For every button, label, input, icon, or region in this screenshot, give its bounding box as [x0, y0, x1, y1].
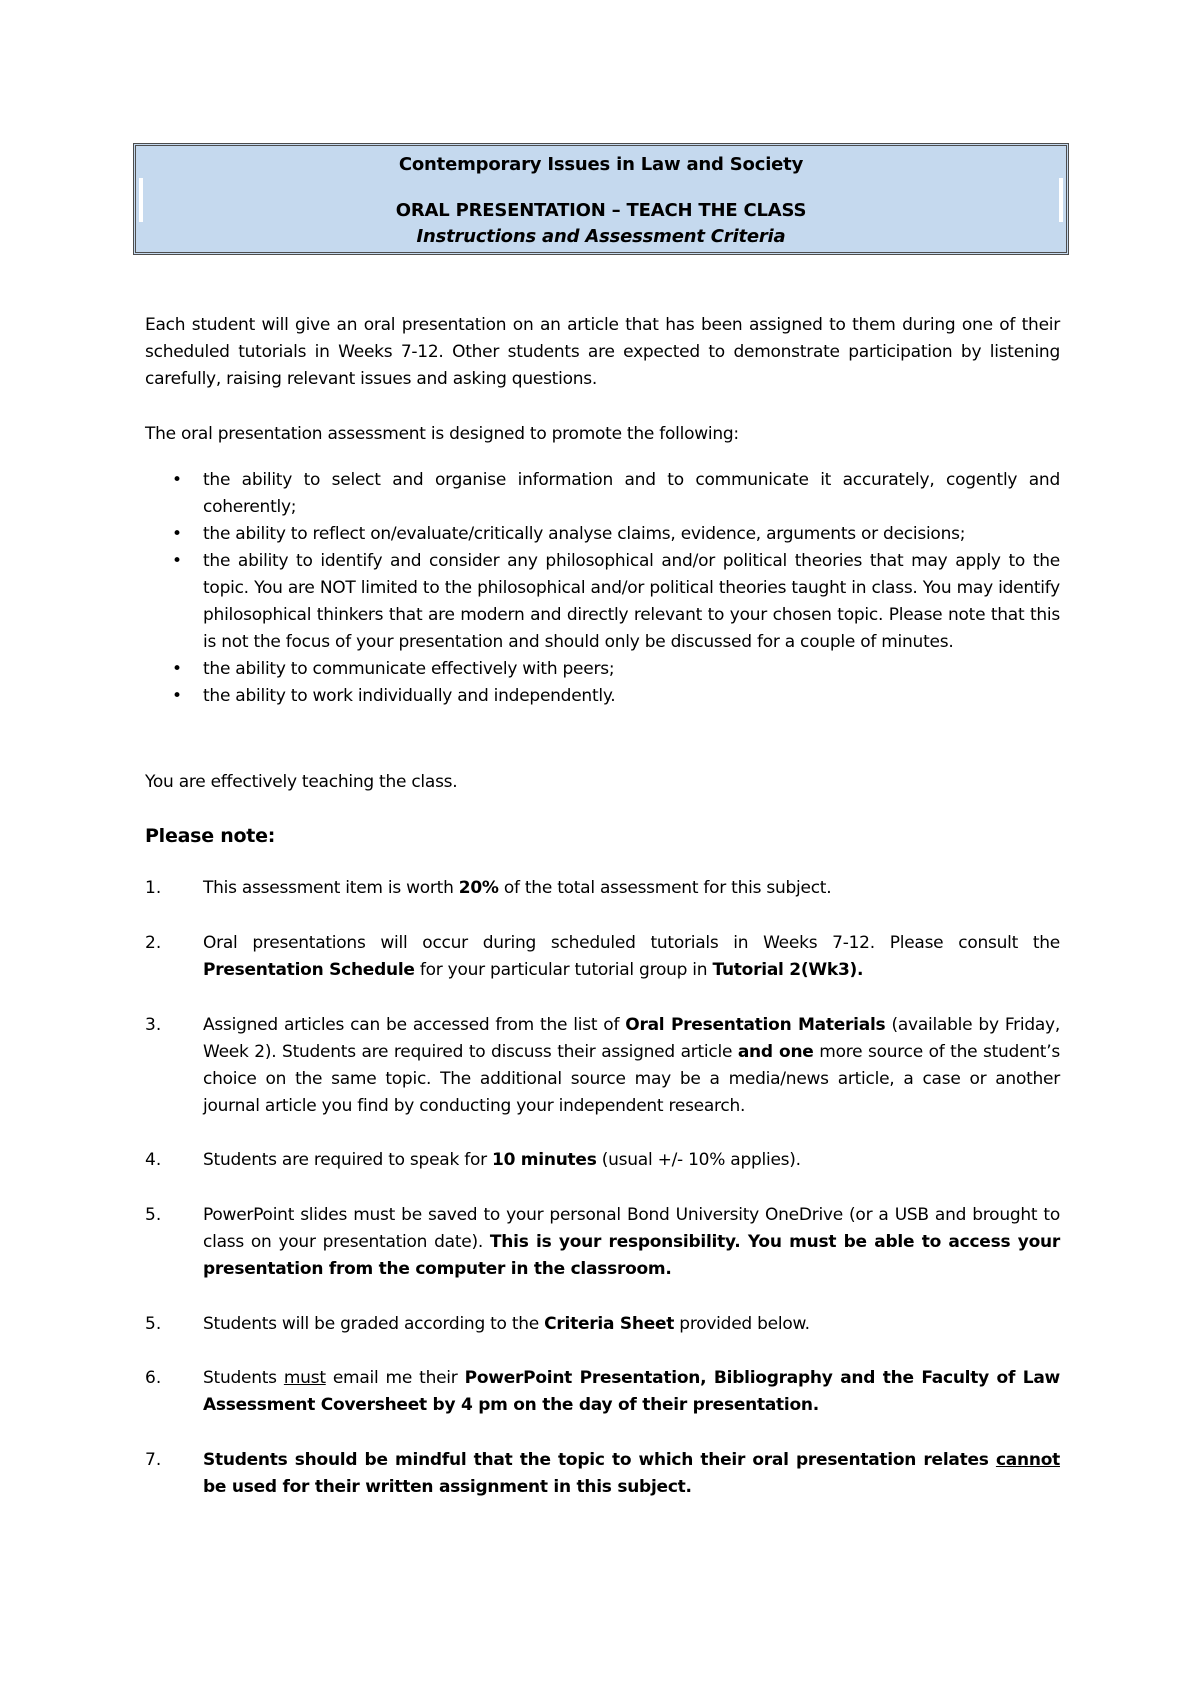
list-item: • the ability to select and organise information and to communicate it accurately, cogently and coherently;	[145, 467, 1060, 521]
intro-paragraph: Each student will give an oral presentation on an article that has been assigned to them during one of their scheduled tutorials in Weeks 7-12. Other students are expected to demonstrate participation by listening carefully, raising relevant issues and asking questions.	[145, 315, 1060, 389]
numbered-item	[145, 1202, 1060, 1283]
item-number: 3.	[145, 1015, 162, 1035]
numbered-item	[145, 875, 1060, 902]
course-title: Contemporary Issues in Law and Society	[398, 154, 804, 175]
item-text: Students should be mindful that the topic to which their oral presentation relates cannot be used for their written assignment in this subject.	[203, 1450, 1060, 1497]
list-item: • the ability to communicate effectively with peers;	[145, 656, 1060, 683]
list-item: • the ability to identify and consider any philosophical and/or political theories that may apply to the topic. You are NOT limited to the philosophical and/or political theories taught in class. You may identify philosophical thinkers that are modern and directly relevant to your chosen topic. Please note that this is not the focus of your presentation and should only be discussed for a couple of minutes.	[145, 548, 1060, 656]
item-text: Students are required to speak for 10 minutes (usual +/- 10% applies).	[203, 1150, 801, 1170]
item-number: 5.	[145, 1314, 162, 1334]
list-item: • the ability to reflect on/evaluate/critically analyse claims, evidence, arguments or decisions;	[145, 521, 1060, 548]
numbered-item	[145, 1012, 1060, 1120]
item-number: 7.	[145, 1450, 162, 1470]
numbered-item	[145, 930, 1060, 984]
item-number: 5.	[145, 1205, 162, 1225]
item-text: Students will be graded according to the Criteria Sheet provided below.	[203, 1314, 810, 1334]
item-text: This assessment item is worth 20% of the total assessment for this subject.	[203, 878, 832, 898]
closing-line: You are effectively teaching the class.	[145, 772, 458, 792]
title-box	[133, 143, 1069, 255]
item-text: Students must email me their PowerPoint Presentation, Bibliography and the Faculty of Law Assessment Coversheet by 4 pm on the day of their presentation.	[203, 1368, 1060, 1415]
assessment-title: ORAL PRESENTATION – TEACH THE CLASS	[395, 200, 807, 221]
item-text: Oral presentations will occur during scheduled tutorials in Weeks 7-12. Please consult the Presentation Schedule for your particular tutorial group in Tutorial 2(Wk3).	[203, 933, 1060, 980]
item-number: 2.	[145, 933, 162, 953]
numbered-item	[145, 1311, 1060, 1338]
numbered-item	[145, 1365, 1060, 1419]
notes-heading: Please note:	[145, 825, 276, 847]
numbered-item	[145, 1147, 1060, 1174]
item-text: Assigned articles can be accessed from the list of Oral Presentation Materials (available by Friday, Week 2). Students are required to discuss their assigned article and one more source of the student’s choice on the same topic. The additional source may be a media/news article, a case or another journal article you find by conducting your independent research.	[203, 1015, 1060, 1116]
item-number: 4.	[145, 1150, 162, 1170]
assessment-subtitle: Instructions and Assessment Criteria	[416, 226, 786, 247]
item-number: 6.	[145, 1368, 162, 1388]
list-item: • the ability to work individually and independently.	[145, 683, 1060, 710]
item-text: PowerPoint slides must be saved to your personal Bond University OneDrive (or a USB and brought to class on your presentation date). This is your responsibility. You must be able to access your presentation from the computer in the classroom.	[203, 1205, 1060, 1279]
objectives-list	[145, 467, 1060, 710]
item-number: 1.	[145, 878, 162, 898]
numbered-item	[145, 1447, 1060, 1501]
purpose-lead: The oral presentation assessment is designed to promote the following:	[145, 424, 739, 444]
